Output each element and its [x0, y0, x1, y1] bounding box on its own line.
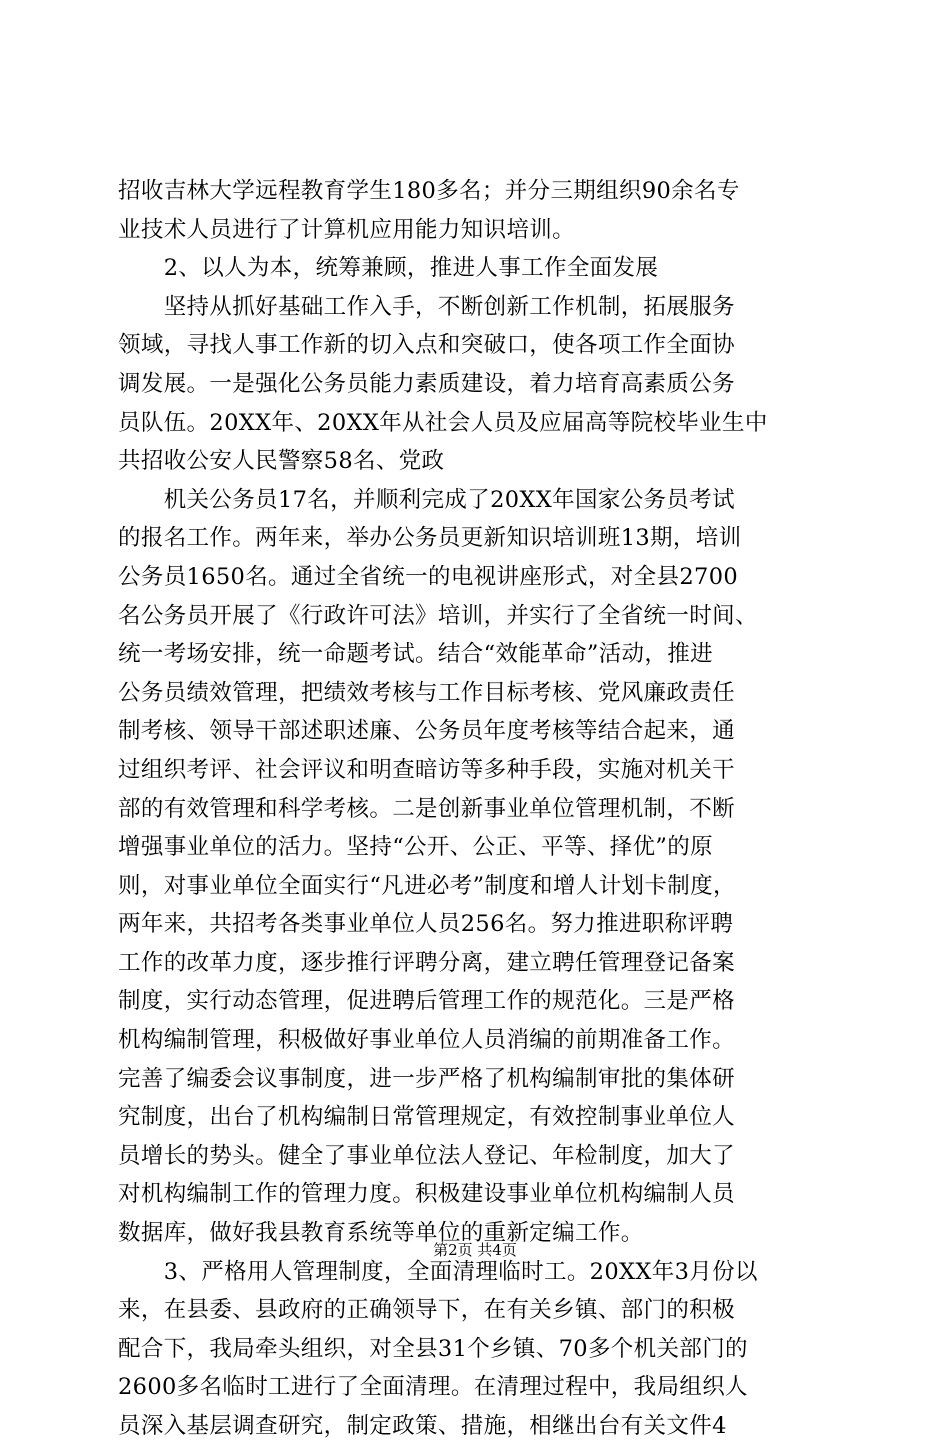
page-number-label: 第2页 共4页	[433, 1241, 517, 1259]
text-line: 则，对事业单位全面实行“凡进必考”制度和增人计划卡制度，	[118, 872, 736, 899]
section-heading: 2、以人为本，统筹兼顾，推进人事工作全面发展	[118, 255, 659, 282]
text-line: 机关公务员17名，并顺利完成了20XX年国家公务员考试	[118, 486, 735, 513]
text-line: 来，在县委、县政府的正确领导下，在有关乡镇、部门的积极	[118, 1297, 735, 1324]
text-line: 配合下，我局牵头组织，对全县31个乡镇、70多个机关部门的	[118, 1335, 748, 1362]
text-line: 招收吉林大学远程教育学生180多名；并分三期组织90余名专	[118, 178, 740, 204]
text-line: 对机构编制工作的管理力度。积极建设事业单位机构编制人员	[118, 1181, 735, 1208]
text-line: 2600多名临时工进行了全面清理。在清理过程中，我局组织人	[118, 1374, 748, 1401]
text-line: 机构编制管理，积极做好事业单位人员消编的前期准备工作。	[118, 1027, 735, 1054]
text-line: 3、严格用人管理制度，全面清理临时工。20XX年3月份以	[118, 1258, 758, 1285]
text-line: 两年来，共招考各类事业单位人员256名。努力推进职称评聘	[118, 911, 734, 938]
text-line: 工作的改革力度，逐步推行评聘分离，建立聘任管理登记备案	[118, 949, 735, 976]
page-footer	[0, 1240, 950, 1260]
text-line: 员增长的势头。健全了事业单位法人登记、年检制度，加大了	[118, 1142, 735, 1169]
text-line: 名公务员开展了《行政许可法》培训，并实行了全省统一时间、	[118, 602, 758, 629]
text-line: 员队伍。20XX年、20XX年从社会人员及应届高等院校毕业生中	[118, 409, 768, 436]
text-line: 数据库，做好我县教育系统等单位的重新定编工作。	[118, 1220, 644, 1247]
text-line: 共招收公安人民警察58名、党政	[118, 448, 445, 475]
text-line: 部的有效管理和科学考核。二是创新事业单位管理机制，不断	[118, 795, 735, 822]
text-line: 调发展。一是强化公务员能力素质建设，着力培育高素质公务	[118, 370, 735, 397]
text-line: 公务员1650名。通过全省统一的电视讲座形式，对全县2700	[118, 563, 739, 590]
text-line: 究制度，出台了机构编制日常管理规定，有效控制事业单位人	[118, 1104, 735, 1131]
text-line: 的报名工作。两年来，举办公务员更新知识培训班13期，培训	[118, 525, 742, 552]
text-line: 业技术人员进行了计算机应用能力知识培训。	[118, 216, 576, 243]
text-line: 公务员绩效管理，把绩效考核与工作目标考核、党风廉政责任	[118, 679, 735, 706]
text-line: 坚持从抓好基础工作入手，不断创新工作机制，拓展服务	[118, 293, 735, 320]
text-line: 制度，实行动态管理，促进聘后管理工作的规范化。三是严格	[118, 988, 735, 1015]
text-line: 统一考场安排，统一命题考试。结合“效能革命”活动，推进	[118, 641, 713, 668]
text-line: 制考核、领导干部述职述廉、公务员年度考核等结合起来，通	[118, 718, 735, 745]
text-line: 增强事业单位的活力。坚持“公开、公正、平等、择优”的原	[118, 834, 713, 861]
text-line: 员深入基层调查研究，制定政策、措施，相继出台有关文件4	[118, 1413, 727, 1439]
text-line: 领域，寻找人事工作新的切入点和突破口，使各项工作全面协	[118, 332, 735, 359]
text-line: 完善了编委会议事制度，进一步严格了机构编制审批的集体研	[118, 1065, 735, 1092]
text-line: 过组织考评、社会评议和明查暗访等多种手段，实施对机关干	[118, 756, 735, 783]
